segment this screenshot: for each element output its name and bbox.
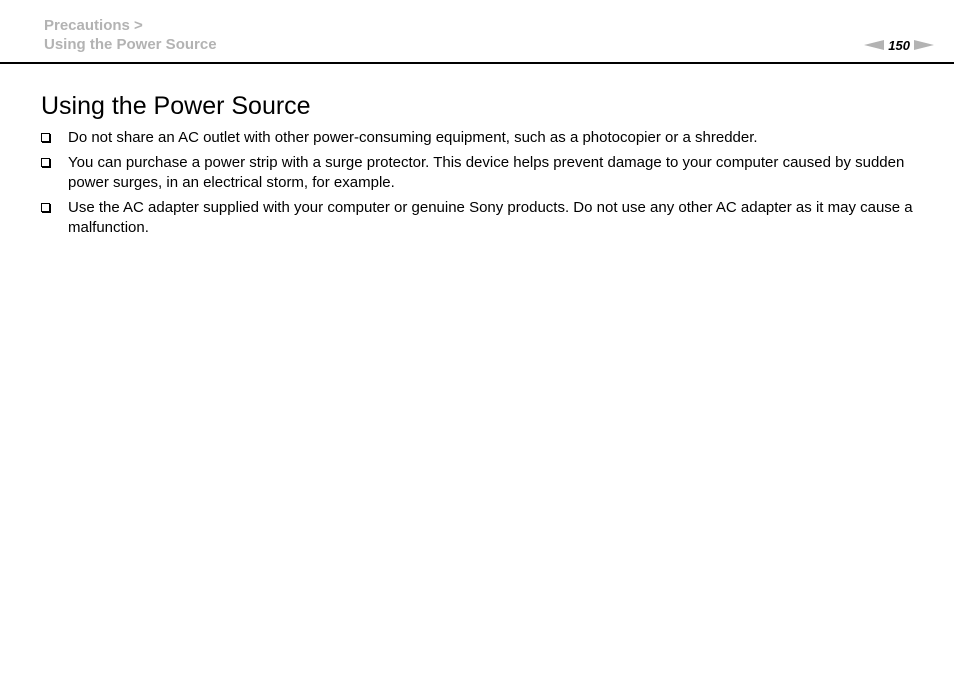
list-item-text: You can purchase a power strip with a surge protector. This device helps prevent damage to your computer caused by sudden power surges, in an electrical storm, for example. [68,154,905,191]
page-title: Using the Power Source [41,92,311,120]
checkbox-bullet-icon [41,133,50,142]
header-divider [0,62,954,64]
next-page-arrow-icon[interactable] [914,40,934,50]
list-item [40,153,920,193]
checkbox-bullet-icon [41,203,50,212]
breadcrumb-section-link[interactable]: Precautions > [44,17,143,34]
breadcrumb [44,16,217,54]
breadcrumb-current-page: Using the Power Source [44,36,217,53]
precaution-list [40,128,920,243]
list-item [40,128,920,148]
list-item-text: Use the AC adapter supplied with your computer or genuine Sony products. Do not use any other AC adapter as it may cause a malfunction. [68,199,913,236]
checkbox-bullet-icon [41,158,50,167]
list-item-text: Do not share an AC outlet with other power-consuming equipment, such as a photocopier or a shredder. [68,129,758,146]
page-number: 150 [888,37,910,53]
previous-page-arrow-icon[interactable] [864,40,884,50]
list-item [40,198,920,238]
page-navigator [864,36,934,54]
